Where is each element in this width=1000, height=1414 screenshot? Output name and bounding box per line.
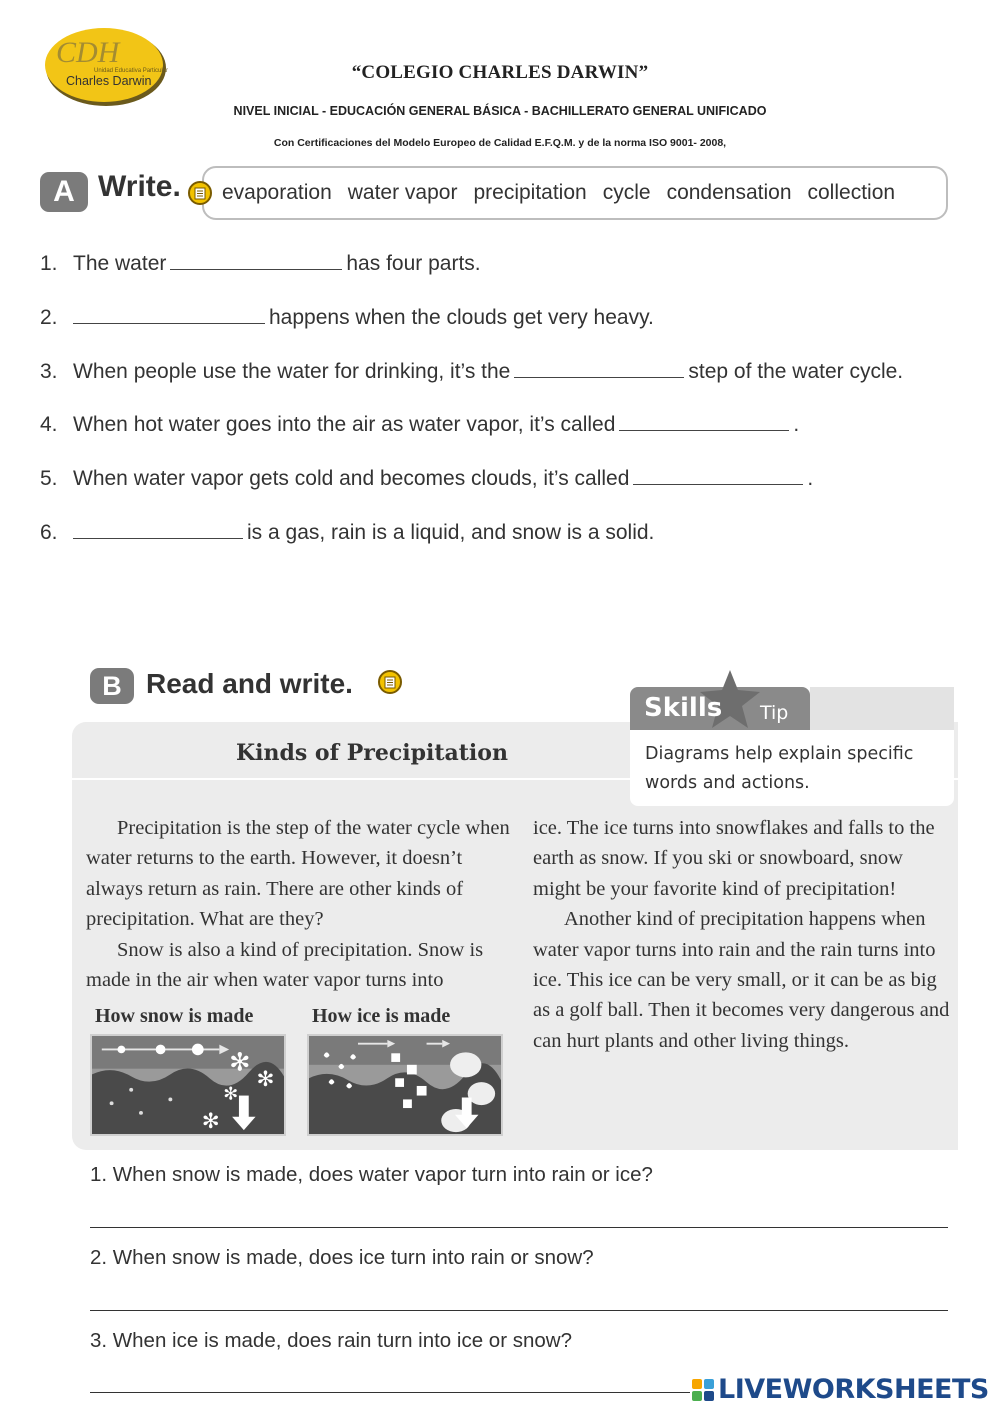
notebook-icon <box>378 670 402 694</box>
svg-text:✻: ✻ <box>201 1109 220 1134</box>
answer-blank[interactable] <box>514 377 684 378</box>
logo-initials: CDH <box>56 36 120 69</box>
school-title: “COLEGIO CHARLES DARWIN” <box>351 62 649 83</box>
snow-diagram-image <box>90 1034 286 1136</box>
school-certification: Con Certificaciones del Modelo Europeo de Calidad E.F.Q.M. y de la norma ISO 9001- 2008, <box>273 137 727 149</box>
logo-name: Charles Darwin <box>66 74 152 88</box>
reading-column-left <box>86 813 516 995</box>
ice-diagram-image <box>307 1034 503 1136</box>
answer-blank[interactable] <box>619 430 789 431</box>
question-text: . <box>793 413 800 436</box>
question-a2 <box>40 306 654 330</box>
answer-line[interactable] <box>90 1227 948 1228</box>
diagram-snow-label: How snow is made <box>95 1005 254 1027</box>
school-subtitle: NIVEL INICIAL - EDUCACIÓN GENERAL BÁSICA - BACHILLERATO GENERAL UNIFICADO <box>233 104 767 118</box>
question-text: When hot water goes into the air as water vapor, it’s called <box>73 413 616 436</box>
question-b2: 2. When snow is made, does ice turn into rain or snow? <box>90 1246 594 1269</box>
answer-blank[interactable] <box>73 538 243 539</box>
svg-text:✻: ✻ <box>223 1083 239 1104</box>
word-bank <box>202 166 948 220</box>
liveworksheets-squares-icon <box>692 1379 714 1401</box>
word-bank-item: precipitation <box>473 181 587 204</box>
diagram-ice-label: How ice is made <box>312 1005 451 1027</box>
question-text: When people use the water for drinking, it’s the <box>73 360 511 383</box>
skills-tip-bar-extension <box>810 687 954 730</box>
question-b3: 3. When ice is made, does rain turn into ice or snow? <box>90 1329 572 1352</box>
question-a1 <box>40 252 481 276</box>
section-b-badge: B <box>90 668 134 704</box>
question-a6 <box>40 521 654 545</box>
question-number: 1. <box>40 252 58 275</box>
liveworksheets-logo <box>692 1374 989 1405</box>
reading-title: Kinds of Precipitation <box>236 740 508 766</box>
section-a-badge: A <box>40 172 88 212</box>
answer-line[interactable] <box>90 1310 948 1311</box>
question-b1: 1. When snow is made, does water vapor turn into rain or ice? <box>90 1163 653 1186</box>
reading-paragraph: ice. The ice turns into snowflakes and falls to the earth as snow. If you ski or snowboard, snow might be your favorite kind of precipitation! <box>533 817 935 900</box>
word-bank-item: water vapor <box>347 181 458 204</box>
question-number: 4. <box>40 413 58 436</box>
answer-blank[interactable] <box>170 269 342 270</box>
word-bank-item: evaporation <box>222 181 332 204</box>
answer-blank[interactable] <box>633 484 803 485</box>
question-number: 5. <box>40 467 58 490</box>
answer-line[interactable] <box>90 1392 690 1393</box>
word-bank-item: collection <box>807 181 896 204</box>
question-text: happens when the clouds get very heavy. <box>269 306 654 329</box>
question-number: 2. <box>40 306 58 329</box>
svg-text:✻: ✻ <box>229 1048 251 1077</box>
question-text: When water vapor gets cold and becomes clouds, it’s called <box>73 467 630 490</box>
notebook-icon <box>188 181 212 205</box>
answer-blank[interactable] <box>73 323 265 324</box>
question-text: has four parts. <box>346 252 481 275</box>
liveworksheets-brand: LIVEWORKSHEETS <box>718 1374 989 1405</box>
skills-tip-text: Diagrams help explain specific words and actions. <box>645 744 914 793</box>
word-bank-item: cycle <box>602 181 651 204</box>
section-a-title: Write. <box>98 170 181 203</box>
reading-paragraph: Another kind of precipitation happens when water vapor turns into rain and the rain turns into ice. This ice can be very small, or it can be as big as a golf ball. Then it becomes very dangerous and can hurt plants and other living things. <box>533 908 950 1052</box>
question-text: The water <box>73 252 167 275</box>
question-a5 <box>40 467 813 491</box>
question-number: 3. <box>40 360 58 383</box>
svg-text:✻: ✻ <box>256 1067 275 1091</box>
question-text: is a gas, rain is a liquid, and snow is a solid. <box>247 521 655 544</box>
question-text: step of the water cycle. <box>688 360 904 383</box>
reading-column-right <box>533 813 953 1056</box>
logo-small-text: Unidad Educativa Particular <box>94 68 168 74</box>
skills-label: Skills <box>644 693 723 723</box>
question-text: . <box>807 467 814 490</box>
question-number: 6. <box>40 521 58 544</box>
question-a4 <box>40 413 799 437</box>
reading-paragraph: Snow is also a kind of precipitation. Snow is made in the air when water vapor turns into <box>86 938 484 992</box>
tip-label: Tip <box>760 702 789 724</box>
reading-paragraph: Precipitation is the step of the water cycle when water returns to the earth. However, it doesn’t always return as rain. There are other kinds of precipitation. What are they? <box>86 817 510 931</box>
word-bank-item: condensation <box>666 181 792 204</box>
section-b-title: Read and write. <box>146 668 353 699</box>
question-a3 <box>40 360 903 384</box>
